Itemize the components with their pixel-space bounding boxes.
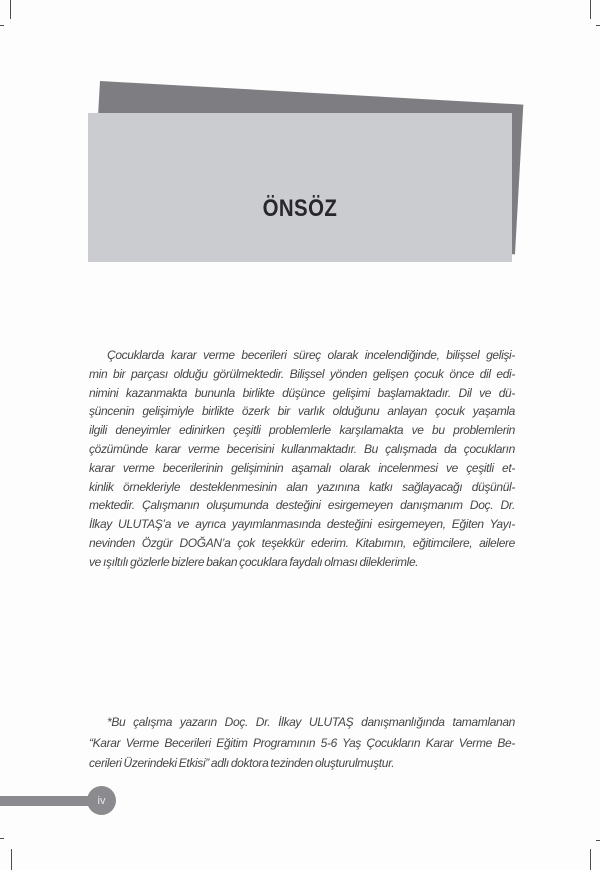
crop-mark-top-left-horizontal xyxy=(0,25,4,26)
paragraph-line: ve ışıltılı gözlerle bizlere bakan çocuklara faydalı olması dileklerimle. xyxy=(89,554,419,569)
paragraph-line: karar verme becerilerinin gelişiminin aşamalı olarak incelenmesi ve çeşitli et- xyxy=(89,460,515,475)
footnote-line: cerileri Üzerindeki Etkisi” adlı doktora tezinden oluşturulmuştur. xyxy=(89,756,395,770)
paragraph-line: nimini kazanmakta bununla birlikte düşünce gelişimi başlamaktadır. Dil ve dü- xyxy=(89,385,515,400)
paragraph-line: çözümünde karar verme becerisini kullanmaktadır. Bu çalışmada da çocukların xyxy=(89,441,515,456)
crop-mark-bottom-right-horizontal xyxy=(596,840,600,841)
paragraph-line: kinlik örnekleriyle desteklenmesinin alan yazınına katkı sağlayacağı düşünül- xyxy=(89,479,515,494)
page-number: iv xyxy=(97,794,106,807)
page-title: ÖNSÖZ xyxy=(262,195,338,222)
banner-front-panel xyxy=(88,113,512,262)
paragraph-line: mektedir. Çalışmanın oluşumunda desteğini esirgemeyen danışmanım Doç. Dr. xyxy=(89,498,515,513)
footnote-line: “Karar Verme Becerileri Eğitim Programının 5-6 Yaş Çocukların Karar Verme Be- xyxy=(89,735,515,750)
paragraph-line: ilgili deneyimler edinirken çeşitli problemlerle karşılamakta ve bu problemlerin xyxy=(89,423,515,438)
crop-mark-bottom-left-vertical xyxy=(11,849,12,870)
page-number-badge xyxy=(87,786,116,815)
paragraph-line: Çocuklarda karar verme becerileri süreç olarak incelendiğinde, bilişsel gelişi- xyxy=(107,348,515,362)
crop-mark-bottom-left-horizontal xyxy=(0,838,4,839)
crop-mark-top-left-vertical xyxy=(10,0,11,19)
paragraph-line: İlkay ULUTAŞ’a ve ayrıca yayımlanmasında desteğini esirgemeyen, Eğiten Yayı- xyxy=(89,517,515,532)
crop-mark-top-right-horizontal xyxy=(596,25,600,26)
footnote xyxy=(89,712,515,774)
preface-paragraph xyxy=(89,346,515,572)
crop-mark-bottom-right-vertical xyxy=(590,849,591,870)
footnote-line: *Bu çalışma yazarın Doç. Dr. İlkay ULUTAŞ danışmanlığında tamamlanan xyxy=(107,715,515,729)
paragraph-line: nevinden Özgür DOĞAN’a çok teşekkür ederim. Kitabımın, eğitimcilere, ailelere xyxy=(89,535,515,550)
page-number-bar xyxy=(0,796,96,806)
crop-mark-top-right-vertical xyxy=(590,0,591,19)
paragraph-line: şüncenin gelişimiyle birlikte özerk bir varlık olduğunu anlayan çocuk yaşamla xyxy=(89,404,515,419)
paragraph-line: min bir parçası olduğu görülmektedir. Bilişsel yönden gelişen çocuk önce dil edi- xyxy=(89,366,515,381)
